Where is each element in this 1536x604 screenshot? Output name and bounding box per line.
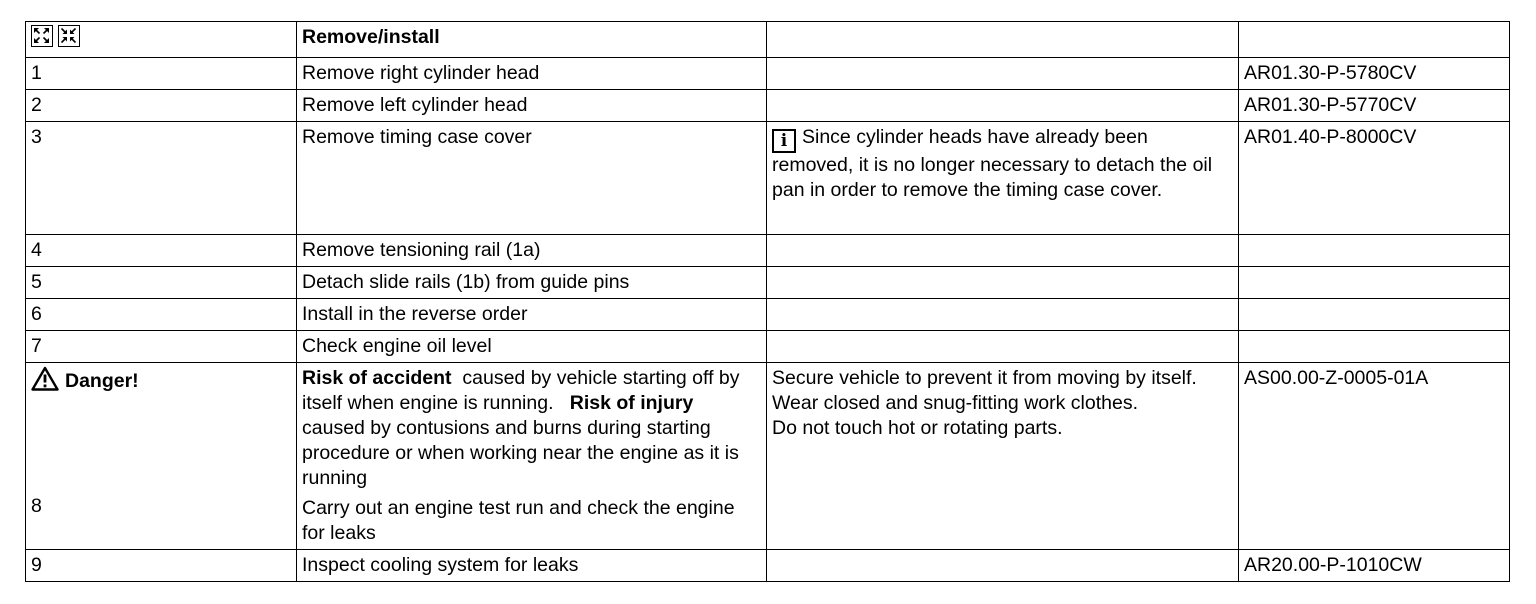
danger-number-cell [26,363,297,550]
procedure-table [25,21,1510,582]
step-reference [1239,235,1510,267]
risk-injury-text: caused by contusions and burns during starting procedure or when working near the engine as it is running [302,417,739,489]
step-reference [1239,267,1510,299]
table-row [26,299,1510,331]
step-text: Remove right cylinder head [297,58,767,90]
risk-accident-title: Risk of accident [302,367,452,389]
info-note-text: Since cylinder heads have already been removed, it is no longer necessary to detach the oil pan in order to remove the timing case cover. [772,126,1213,201]
step-number: 6 [26,299,297,331]
step-text: Detach slide rails (1b) from guide pins [297,267,767,299]
table-row [26,90,1510,122]
step-number: 5 [26,267,297,299]
step-note [767,122,1239,235]
step-reference[interactable]: AR01.30-P-5770CV [1239,90,1510,122]
danger-label: Danger! [65,370,139,392]
info-icon: i [772,129,796,153]
expand-arrows-icon[interactable] [31,25,53,47]
header-title: Remove/install [297,22,767,58]
step-text: Check engine oil level [297,331,767,363]
step-reference [1239,299,1510,331]
table-row [26,58,1510,90]
step-note [767,331,1239,363]
step-number: 3 [26,122,297,235]
measure-work-clothes: Wear closed and snug-fitting work clothes. [772,392,1138,414]
step-number: 7 [26,331,297,363]
step-text: Remove left cylinder head [297,90,767,122]
step-note [767,235,1239,267]
step-text: Carry out an engine test run and check the engine for leaks [302,497,735,544]
measure-secure-vehicle: Secure vehicle to prevent it from moving by itself. [772,367,1197,389]
step-reference[interactable]: AR01.30-P-5780CV [1239,58,1510,90]
step-note [767,58,1239,90]
step-number: 4 [26,235,297,267]
table-row [26,267,1510,299]
table-row [26,331,1510,363]
table-row [26,122,1510,235]
table-row [26,235,1510,267]
step-reference [1239,331,1510,363]
danger-reference[interactable]: AS00.00-Z-0005-01A [1239,363,1510,550]
step-number: 9 [26,550,297,582]
step-note [767,299,1239,331]
risk-injury-title: Risk of injury [569,392,694,414]
step-number: 2 [26,90,297,122]
table-row [26,550,1510,582]
step-note [767,550,1239,582]
measure-hot-parts: Do not touch hot or rotating parts. [772,417,1063,439]
danger-measures-cell [767,363,1239,550]
header-icons-cell [26,22,297,58]
step-note [767,90,1239,122]
step-text: Inspect cooling system for leaks [297,550,767,582]
collapse-arrows-icon[interactable] [58,25,80,47]
step-text: Remove tensioning rail (1a) [297,235,767,267]
danger-step-row [26,363,1510,550]
risk-accident-text: caused by vehicle starting off by itself when engine is running. [302,367,740,414]
step-text: Install in the reverse order [297,299,767,331]
step-text: Remove timing case cover [297,122,767,235]
step-number: 8 [31,495,42,517]
danger-text-cell [297,363,767,550]
danger-warning [31,366,290,394]
step-reference[interactable]: AR01.40-P-8000CV [1239,122,1510,235]
warning-triangle-icon [31,366,59,391]
step-reference[interactable]: AR20.00-P-1010CW [1239,550,1510,582]
header-empty-ref [1239,22,1510,58]
step-note [767,267,1239,299]
header-row [26,22,1510,58]
danger-risk-text [302,366,760,492]
step-number: 1 [26,58,297,90]
header-empty-note [767,22,1239,58]
